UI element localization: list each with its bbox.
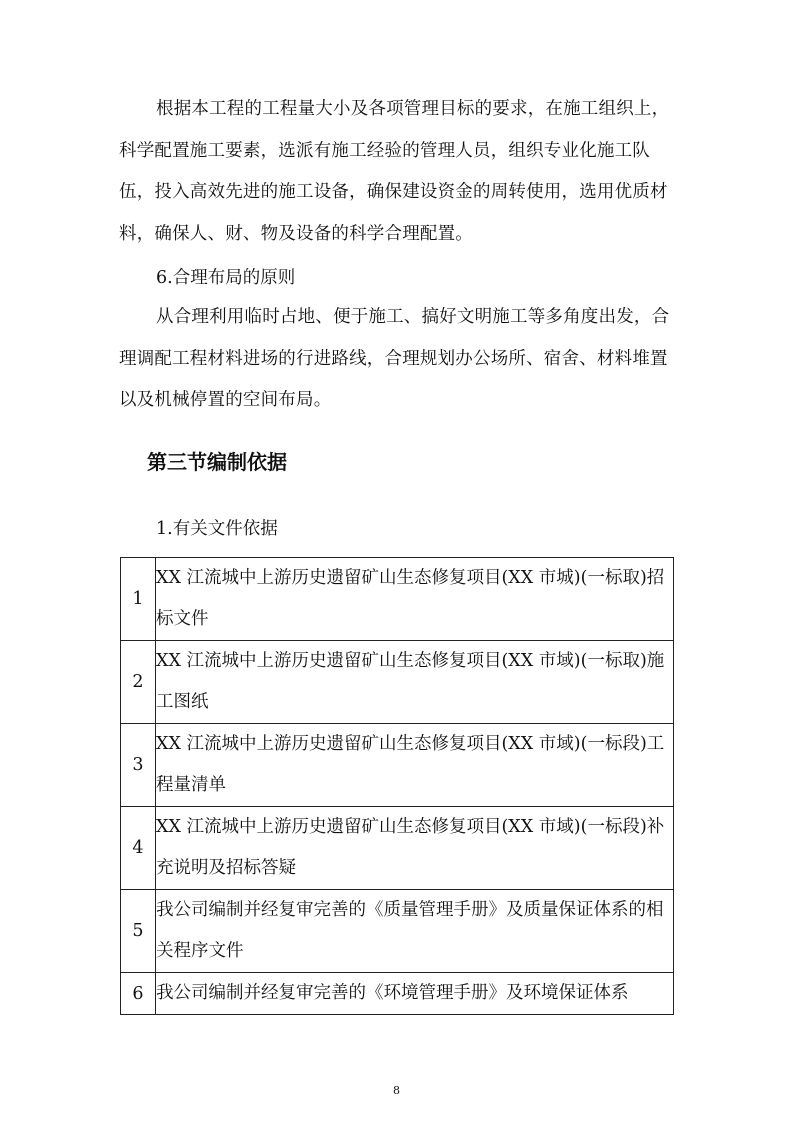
page-number: 8 (393, 1084, 400, 1097)
row-document: XX 江流城中上游历史遗留矿山生态修复项目(XX 市城)(一标取)招标文件 (156, 558, 674, 641)
row-number: 1 (121, 558, 156, 641)
table-row (121, 558, 674, 641)
row-number: 5 (121, 890, 156, 973)
paragraph-layout-principle: 从合理利用临时占地、便于施工、搞好文明施工等多角度出发，合理调配工程材料进场的行进路线，合理规划办公场所、宿舍、材料堆置以及机械停置的空间布局。 (119, 307, 670, 410)
table-row (121, 724, 674, 807)
table-row (121, 807, 674, 890)
basis-document-table (120, 557, 674, 1015)
row-document: XX 江流城中上游历史遗留矿山生态修复项目(XX 市域)(一标段)工程量清单 (156, 724, 674, 807)
row-number: 3 (121, 724, 156, 807)
subsection-title: 1.有关文件依据 (156, 519, 278, 539)
row-document: 我公司编制并经复审完善的《环境管理手册》及环境保证体系 (156, 973, 674, 1015)
heading-layout-principle: 6.合理布局的原则 (156, 268, 296, 288)
row-number: 6 (121, 973, 156, 1015)
row-document: XX 江流城中上游历史遗留矿山生态修复项目(XX 市域)(一标取)施工图纸 (156, 641, 674, 724)
row-number: 4 (121, 807, 156, 890)
section-title: 第三节编制依据 (147, 450, 287, 474)
table-row (121, 890, 674, 973)
paragraph-management-config: 根据本工程的工程量大小及各项管理目标的要求，在施工组织上，科学配置施工要素，选派有施工经验的管理人员，组织专业化施工队伍，投入高效先进的施工设备，确保建设资金的周转使用，选用优质材料，确保人、财、物及设备的科学合理配置。 (119, 99, 670, 244)
table-row (121, 641, 674, 724)
row-number: 2 (121, 641, 156, 724)
table-row (121, 973, 674, 1015)
row-document: XX 江流城中上游历史遗留矿山生态修复项目(XX 市域)(一标段)补充说明及招标答疑 (156, 807, 674, 890)
row-document: 我公司编制并经复审完善的《质量管理手册》及质量保证体系的相关程序文件 (156, 890, 674, 973)
